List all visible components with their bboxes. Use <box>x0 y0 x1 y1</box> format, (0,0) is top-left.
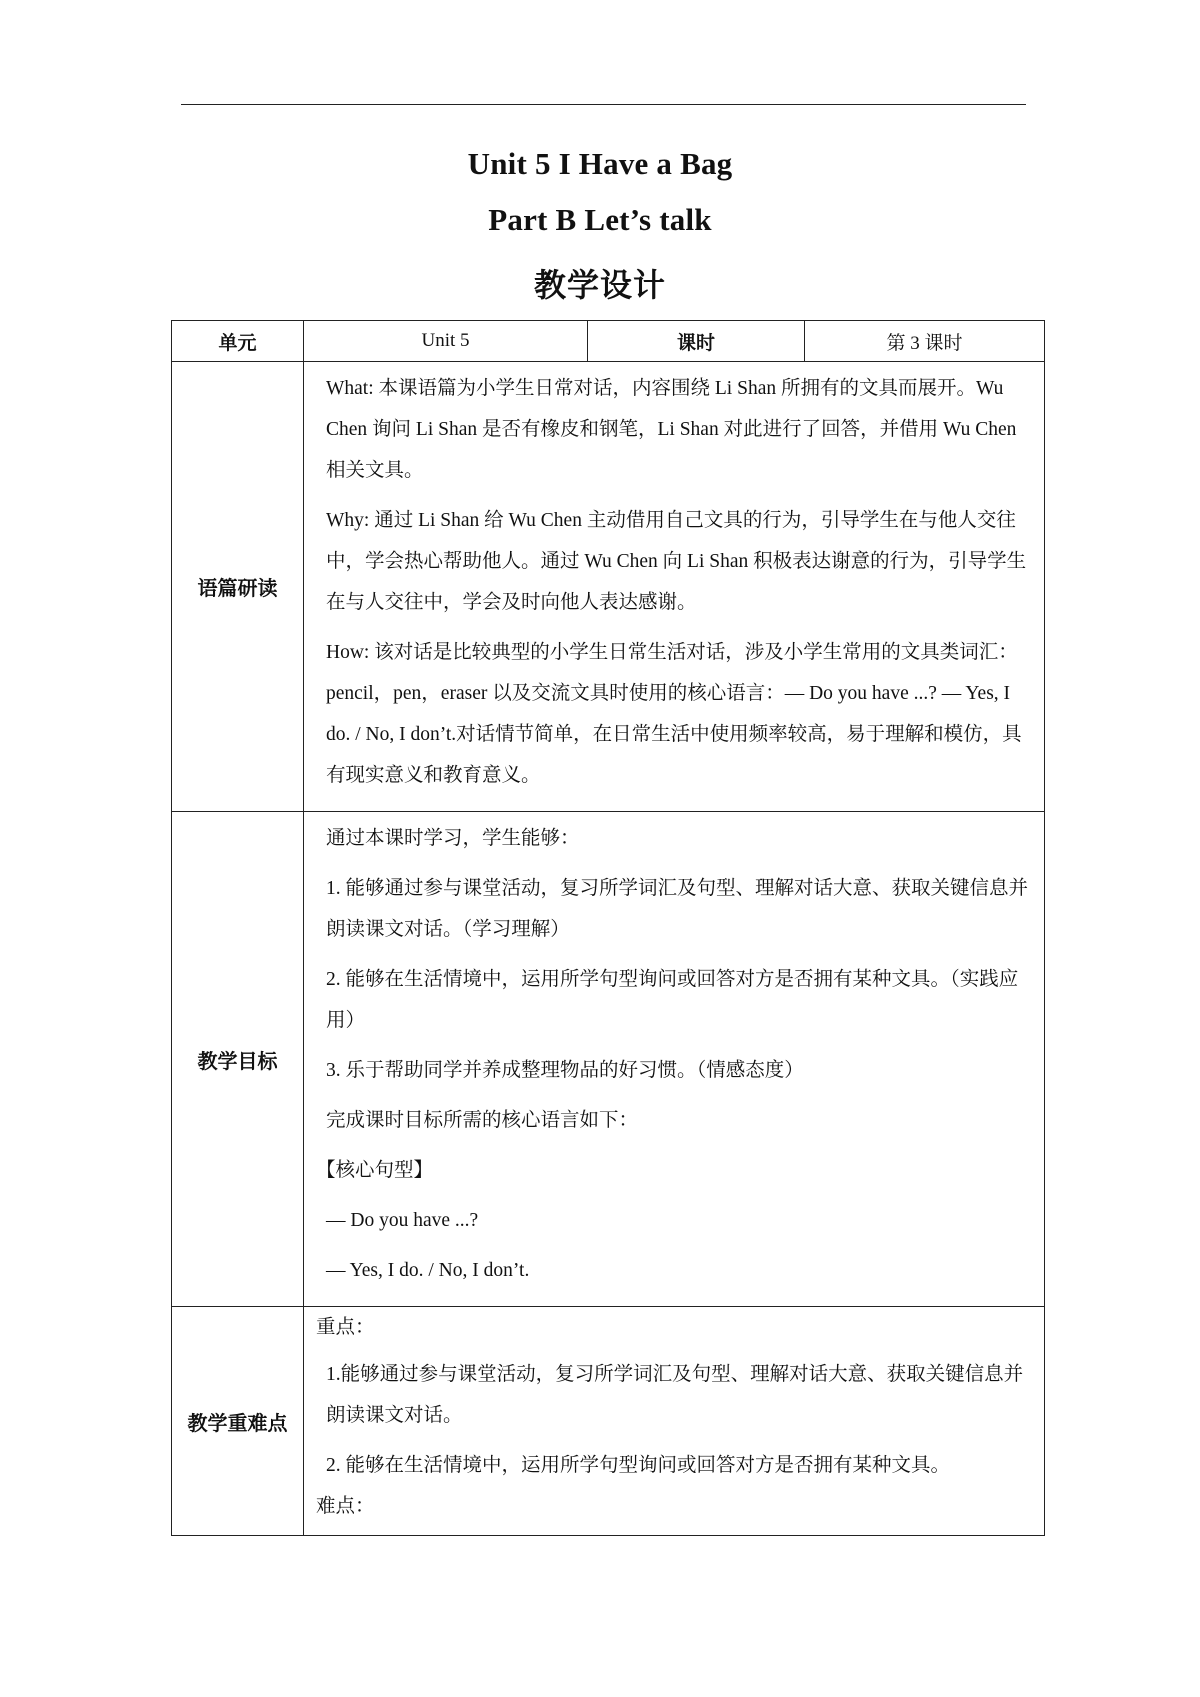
key-item-1: 1.能够通过参与课堂活动，复习所学词汇及句型、理解对话大意、获取关键信息并朗读课文对话。 <box>326 1364 1024 1426</box>
period-value: 第 3 课时 <box>805 321 1045 362</box>
objective-item-2: 2. 能够在生活情境中，运用所学句型询问或回答对方是否拥有某种文具。（实践应用） <box>326 969 1019 1031</box>
key-points-row <box>172 1307 1045 1536</box>
objective-item-1: 1. 能够通过参与课堂活动，复习所学词汇及句型、理解对话大意、获取关键信息并朗读课文对话。（学习理解） <box>326 878 1029 940</box>
core-sentence-heading: 【核心句型】 <box>316 1160 434 1181</box>
doc-title-unit: Unit 5 I Have a Bag <box>467 146 733 181</box>
difficult-heading: 难点： <box>316 1496 375 1517</box>
analysis-how: How: 该对话是比较典型的小学生日常生活对话，涉及小学生常用的文具类词汇：pencil，pen，eraser 以及交流文具时使用的核心语言：— Do you have ...? — Yes, I do. / No, I don’t.对话情节简单，在日常生活中使用频率较高，易于理解和模仿，具有现实意义和教育意义。 <box>326 642 1022 786</box>
text-analysis-row <box>172 362 1045 812</box>
analysis-what: What: 本课语篇为小学生日常对话，内容围绕 Li Shan 所拥有的文具而展开。Wu Chen 询问 Li Shan 是否有橡皮和钢笔，Li Shan 对此进行了回答，并借用 Wu Chen 相关文具。 <box>326 378 1017 481</box>
key-points-label: 教学重难点 <box>172 1307 304 1536</box>
objectives-content <box>304 812 1045 1307</box>
objectives-intro: 通过本课时学习，学生能够： <box>326 828 580 849</box>
objectives-row <box>172 812 1045 1307</box>
analysis-why: Why: 通过 Li Shan 给 Wu Chen 主动借用自己文具的行为，引导学生在与他人交往中，学会热心帮助他人。通过 Wu Chen 向 Li Shan 积极表达谢意的行为，引导学生在与人交往中，学会及时向他人表达感谢。 <box>326 510 1027 613</box>
unit-label: 单元 <box>172 321 304 362</box>
text-analysis-label: 语篇研读 <box>172 362 304 812</box>
core-sentence-2: — Yes, I do. / No, I don’t. <box>326 1260 530 1281</box>
core-sentence-1: — Do you have ...? <box>326 1210 479 1231</box>
header-rule <box>181 104 1026 105</box>
objectives-label: 教学目标 <box>172 812 304 1307</box>
unit-value: Unit 5 <box>304 321 588 362</box>
key-item-2: 2. 能够在生活情境中，运用所学句型询问或回答对方是否拥有某种文具。 <box>326 1455 951 1476</box>
doc-title-part: Part B Let’s talk <box>488 202 712 237</box>
period-label: 课时 <box>588 321 805 362</box>
lesson-plan-table <box>171 320 1045 1536</box>
core-language-intro: 完成课时目标所需的核心语言如下： <box>326 1110 639 1131</box>
table-header-row <box>172 321 1045 362</box>
key-points-content <box>304 1307 1045 1536</box>
key-heading: 重点： <box>316 1317 375 1338</box>
doc-title-design: 教学设计 <box>533 267 666 303</box>
text-analysis-content <box>304 362 1045 812</box>
objective-item-3: 3. 乐于帮助同学并养成整理物品的好习惯。（情感态度） <box>326 1060 804 1081</box>
